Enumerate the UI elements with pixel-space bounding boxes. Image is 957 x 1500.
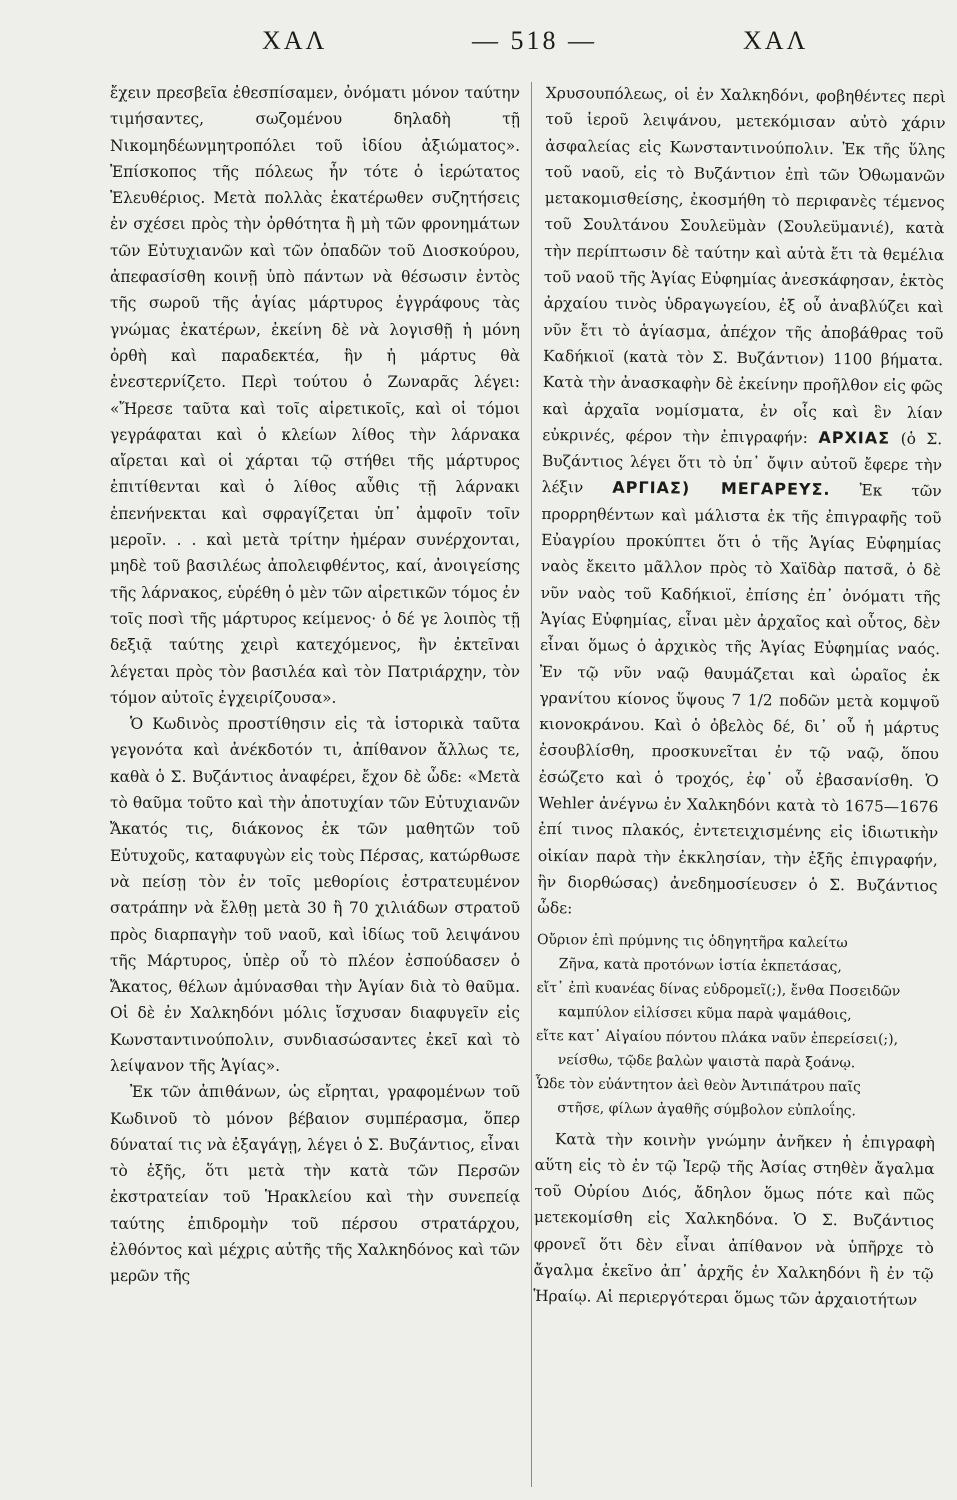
paragraph (537, 80, 946, 926)
page-number: — 518 — (472, 26, 597, 55)
column-divider (531, 82, 532, 1487)
verse-line: νείσθω, τῷδε βαλὼν ψαιστὰ παρὰ ξοάνῳ. (557, 1051, 856, 1071)
text-run: (ὁ Σ. Βυζάντιος λέγει ὅτι τὸ ὑπ᾽ ὄψιν αὐτοῦ ἔφερε τὴν λέξιν (541, 429, 943, 497)
paragraph: Ἐκ τῶν ἀπιθάνων, ὡς εἴρηται, γραφομένων τοῦ Κωδινοῦ τὸ μόνον βέβαιον συμπέρασμα, ὅπερ δύναταί τις νὰ ἐξαγάγῃ, λέγει ὁ Σ. Βυζάντιος, εἶναι τὸ ἑξῆς, ὅτι μετὰ τὴν κατὰ τῶν Περσῶν ἐκστρατείαν τοῦ Ἡρακλείου καὶ τὴν συνεπείᾳ ταύτης ἐπιδρομὴν τοῦ πέρσου στρατάρχου, ἐλθόντος καὶ μέχρις αὐτῆς τῆς Χαλκηδόνος καὶ τῶν μερῶν τῆς (110, 1083, 520, 1286)
right-column (533, 80, 946, 1314)
verse-line: εἴτ᾽ ἐπὶ κυανέας δίνας εὐδρομεῖ(;), ἔνθα Ποσειδῶν (536, 979, 901, 1000)
paragraph: Ὁ Κωδινὸς προστίθησιν εἰς τὰ ἱστορικὰ ταῦτα γεγονότα καὶ ἀνέκδοτόν τι, ἀπίθανον ἄλλως τε, καθὰ ὁ Σ. Βυζάντιος ἀναφέρει, ἔχον δὲ ὧδε: «Μετὰ τὸ θαῦμα τοῦτο καὶ τὴν ἀποτυχίαν τῶν Εὐτυχιανῶν Ἄκατός τις, διάκονος ἐκ τῶν μαθητῶν τοῦ Εὐτυχοῦς, καταφυγὼν εἰς τοὺς Πέρσας, κατώρθωσε νὰ πείσῃ τὸν ἐν τοῖς μεθορίοις ἐστρατευμένον σατράπην νὰ ἔλθῃ μετὰ 30 ἢ 70 χιλιάδων στρατοῦ πρὸς διαρπαγὴν τοῦ ναοῦ, καὶ ἰδίως τοῦ λειψάνου τῆς Μάρτυρος, ὑπὲρ οὗ τὸ πλέον ἐσπούδασεν ὁ Ἄκατος, θέλων ἀμύνασθαι τὴν Ἁγίαν διὰ τὸ θαῦμα. Οἱ δὲ ἐν Χαλκηδόνι μόλις ἴσχυσαν διαφυγεῖν εἰς Κωνσταντινούπολιν, συνδιασώσαντες ἐκεῖ καὶ τὸ λείψανον τῆς Ἁγίας». (110, 715, 520, 1075)
running-head-left: ΧΑΛ (262, 26, 328, 55)
verse-line: καμπύλον εἱλίσσει κῦμα παρὰ ψαμάθοις, (558, 1003, 852, 1023)
verse-inscription (535, 927, 937, 1123)
verse-line: εἴτε κατ᾽ Αἰγαίου πόντου πλάκα ναῦν ἐπερείσει(;), (535, 1027, 899, 1048)
verse-line: Οὔριον ἐπὶ πρύμνης τις ὁδηγητῆρα καλείτω (536, 931, 848, 951)
paragraph: Κατὰ τὴν κοινὴν γνώμην ἀνῆκεν ἡ ἐπιγραφὴ αὕτη εἰς τὸ ἐν τῷ Ἱερῷ τῆς Ἀσίας στηθὲν ἄγαλμα τοῦ Οὐρίου Διός, ἄδηλον ὅμως πότε καὶ πῶς μετεκομίσθη εἰς Χαλκηδόνα. Ὁ Σ. Βυζάντιος φρονεῖ ὅτι δὲν εἶναι ἀπίθανον νὰ ὑπῆρχε τὸ ἄγαλμα ἐκεῖνο ἀπ᾽ ἀρχῆς ἐν Χαλκηδόνι ἢ ἐν τῷ Ἡραίῳ. Αἱ περιεργότεραι ὅμως τῶν ἀρχαιοτήτων (533, 1129, 935, 1310)
text-run: Χρυσουπόλεως, οἱ ἐν Χαλκηδόνι, φοβηθέντες περὶ τοῦ ἱεροῦ λειψάνου, μετεκόμισαν αὐτὸ χάριν ἀσφαλείας εἰς Κωνσταντινούπολιν. Ἐκ τῆς ὕλης τοῦ ναοῦ, εἰς τὸ Βυζάντιον ἐπὶ τῶν Ὀθωμανῶν μετακομισθείσης, ἐκοσμήθη τὸ περιφανὲς τέμενος τοῦ Σουλτάνου Σουλεϋμὰν (Σουλεϋμανιέ), κατὰ τὴν περίπτωσιν δὲ ταύτην καὶ αὐτὰ ἔτι τὰ θεμέλια τοῦ ναοῦ τῆς Ἁγίας Εὐφημίας ἀνεσκάφησαν, ἐκτὸς ἀρχαίου τινὸς ὑδραγωγείου, ἐξ οὗ ἀναβλύζει καὶ νῦν ἔτι τὸ ἁγίασμα, ἀπέχον τῆς ἀποβάθρας τοῦ Καδήκιοϊ (κατὰ τὸν Σ. Βυζάντιον) 1100 βήματα. Κατὰ τὴν ἀνασκαφὴν δὲ ἐκείνην προῆλθον εἰς φῶς καὶ ἀρχαῖα νομίσματα, ἐν οἷς καὶ ἓν λίαν εὐκρινές, φέρον τὴν ἐπιγραφήν: (542, 83, 946, 447)
verse-line: Ζῆνα, κατὰ προτόνων ἱστία ἐκπετάσας, (558, 955, 842, 975)
verse-line: Ὧδε τὸν εὐάντητον ἀεὶ θεὸν Ἀντιπάτρου παῖς (535, 1075, 861, 1095)
coin-inscription: ΑΡΧΙΑΣ (818, 427, 891, 448)
text-run: Ἐκ τῶν προρρηθέντων καὶ μάλιστα ἐκ τῆς ἐπιγραφῆς τοῦ Εὐαγρίου προκύπτει ὅτι ὁ τῆς Ἁγίας Εὐφημίας ναὸς ἔκειτο μᾶλλον πρὸς τὸ Χαϊδὰρ πατσᾶ, ὁ δὲ νῦν ναὸς τοῦ Καδήκιοϊ, ἐπίσης ἐπ᾽ ὀνόματι τῆς Ἁγίας Εὐφημίας, εἶναι μὲν ἀρχαῖος καὶ οὗτος, δὲν εἶναι ὅμως ὁ ἀρχικὸς τῆς Ἁγίας Εὐφημίας ναός. Ἐν τῷ νῦν ναῷ θαυμάζεται καὶ ὡραῖος ἐκ γρανίτου κίονος ὕψους 7 1/2 ποδῶν μετὰ κομψοῦ κιονοκράνου. Καὶ ὁ ὀβελὸς δέ, δι᾽ οὗ ἡ μάρτυς ἐσουβλίσθη, προσκυνεῖται ἐν τῷ ναῷ, ὅπου ἐσώζετο καὶ ὁ τροχός, ἐφ᾽ οὗ ἐβασανίσθη. Ὁ Wehler ἀνέγνω ἐν Χαλκηδόνι κατὰ τὸ 1675—1676 ἐπί τινος πλακός, ἐντετειχισμένης εἰς ἰδιωτικὴν οἰκίαν παρὰ τὴν ἐκκλησίαν, τὴν ἑξῆς ἐπιγραφήν, ἣν διορθώσας) ἀνεδημοσίευσεν ὁ Σ. Βυζάντιος ὧδε: (537, 481, 942, 918)
running-head-right: ΧΑΛ (743, 26, 809, 55)
coin-inscription-variant: ΑΡΓΙΑΣ) ΜΕΓΑΡΕΥΣ. (612, 478, 831, 500)
left-column (110, 80, 520, 1290)
running-head (0, 26, 957, 66)
verse-line: στῆσε, φίλων ἀγαθῆς σύμβολον εὐπλοΐης. (557, 1099, 857, 1119)
paragraph: ἔχειν πρεσβεῖα ἐθεσπίσαμεν, ὀνόματι μόνον ταύτην τιμήσαντες, σωζομένου δηλαδὴ τῇ Νικομηδέωνμητροπόλει τοῦ ἰδίου ἀξιώματος». Ἐπίσκοπος τῆς πόλεως ἦν τότε ὁ ἱερώτατος Ἐλευθέριος. Μετὰ πολλὰς ἑκατέρωθεν συζητήσεις ἐν σχέσει πρὸς τὴν ὀρθότητα ἢ μὴ τῶν φρονημάτων τῶν Εὐτυχιανῶν καὶ τῶν ὀπαδῶν τοῦ Διοσκούρου, ἀπεφασίσθη κοινῇ ὑπὸ πάντων νὰ θέσωσιν ἐντὸς τῆς σωροῦ τῆς ἁγίας μάρτυρος ἐγγράφους τὰς γνώμας ἑκατέρων, ἐκείνη δὲ νὰ λογισθῇ ἡ μόνη ὀρθὴ καὶ παραδεκτέα, ἣν ἡ μάρτυς θὰ ἐνεστερνίζετο. Περὶ τούτου ὁ Ζωναρᾶς λέγει: «Ἤρεσε ταῦτα καὶ τοῖς αἱρετικοῖς, καὶ οἱ τόμοι γεγράφαται καὶ ὁ κλείων λίθος τὴν λάρνακα αἴρεται καὶ οἱ χάρται τῷ στήθει τῆς μάρτυρος ἐπιτίθενται καὶ ὁ λίθος αὖθις τῇ λάρνακι ἐπενήνεκται καὶ σφραγίζεται ὑπ᾽ ἀμφοῖν τοῖν μεροῖν. . . καὶ μετὰ τρίτην ἡμέραν συνέρχονται, μηδὲ τοῦ βασιλέως ἀπολειφθέντος, καί, ἀνοιγείσης τῆς λάρνακος, εὑρέθη ὁ μὲν τῶν αἱρετικῶν τόμος ἐν τοῖς ποσὶ τῆς μάρτυρος κείμενος· ὁ δέ γε λοιπὸς τῇ δεξιᾷ ταύτης χειρὶ κατεχόμενος, ἣν ἐκτεῖναι λέγεται πρὸς τὸν βασιλέα καὶ τὸν Πατριάρχην, τὸν τόμον αὐτοῖς ἐγχειρίζουσα». (110, 84, 520, 707)
